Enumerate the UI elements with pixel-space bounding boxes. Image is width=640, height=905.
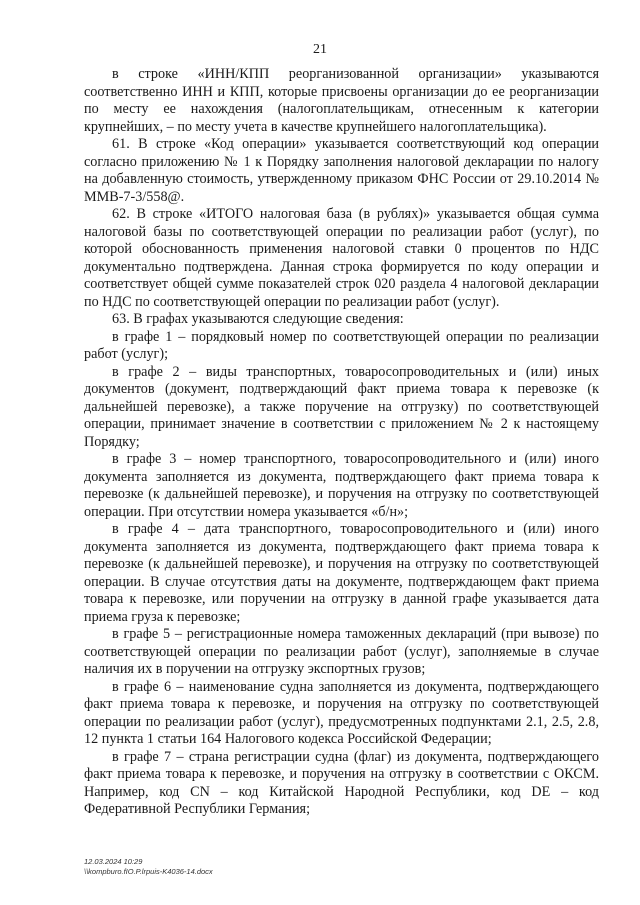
paragraph-column-6: в графе 6 – наименование судна заполняется из документа, подтверждающего факт приема товара к перевозке, и поручения на отгрузку по соответствующей операции по реализации работ (услуг), предусмотренных подпунктами 2.1, 2.5, 2.8, 12 пункта 1 статьи 164 Налогового кодекса Российской Федерации; (84, 678, 599, 747)
document-body (84, 66, 599, 819)
paragraph-column-2: в графе 2 – виды транспортных, товаросопроводительных и (или) иных документов (документ, подтверждающий факт приема товара к перевозке (к дальнейшей перевозке), а также поручение на отгрузку) по соответствующей операции, принимает значение в соответствии с приложением № 2 к настоящему Порядку; (84, 363, 599, 450)
footer-timestamp: 12.03.2024 10:29 (84, 857, 143, 866)
paragraph-inn-kpp: в строке «ИНН/КПП реорганизованной организации» указываются соответственно ИНН и КПП, которые присвоены организации до ее реорганизации по месту ее нахождения (налогоплательщикам, отнесенным к категории крупнейших, – по месту учета в качестве крупнейшего налогоплательщика). (84, 66, 599, 135)
footer-file-path: \\kompburo.fIO.P.lrpuis-K4036-14.docx (84, 867, 213, 876)
paragraph-column-5: в графе 5 – регистрационные номера таможенных деклараций (при вывозе) по соответствующей операции по реализации работ (услуг), заполняемые в случае наличия их в поручении на отгрузку экспортных грузов; (84, 626, 599, 677)
paragraph-61: 61. В строке «Код операции» указывается соответствующий код операции согласно приложению № 1 к Порядку заполнения налоговой декларации по налогу на добавленную стоимость, утвержденному приказом ФНС России от 29.10.2014 № ММВ-7-3/558@. (84, 136, 599, 205)
paragraph-63: 63. В графах указываются следующие сведения: (112, 311, 404, 327)
document-footer (84, 857, 213, 877)
paragraph-62: 62. В строке «ИТОГО налоговая база (в рублях)» указывается общая сумма налоговой базы по соответствующей операции по реализации работ (услуг), по которой обоснованность применения налоговой ставки 0 процентов по НДС документально подтверждена. Данная строка формируется по коду операции и соответствует общей сумме показателей строк 020 раздела 4 налоговой декларации по НДС по соответствующей операции по реализации работ (услуг). (84, 206, 599, 310)
paragraph-column-3: в графе 3 – номер транспортного, товаросопроводительного и (или) иного документа заполняется из документа, подтверждающего факт приема товара к перевозке (к дальнейшей перевозке), и поручения на отгрузку по соответствующей операции. При отсутствии номера указывается «б/н»; (84, 451, 599, 520)
paragraph-column-1: в графе 1 – порядковый номер по соответствующей операции по реализации работ (услуг); (84, 328, 599, 362)
page-number: 21 (313, 42, 327, 57)
paragraph-column-4: в графе 4 – дата транспортного, товаросопроводительного и (или) иного документа заполняется из документа, подтверждающего факт приема товара к перевозке (к дальнейшей перевозке), и поручения на отгрузку по соответствующей операции. В случае отсутствия даты на документе, подтверждающем факт приема товара к перевозке, или поручении на отгрузку в данной графе указывается дата приема груза к перевозке; (84, 521, 599, 625)
paragraph-column-7: в графе 7 – страна регистрации судна (флаг) из документа, подтверждающего факт приема товара к перевозке, и поручения на отгрузку в соответствии с ОКСМ. Например, код CN – код Китайской Народной Республики, код DE – код Федеративной Республики Германия; (84, 748, 599, 817)
